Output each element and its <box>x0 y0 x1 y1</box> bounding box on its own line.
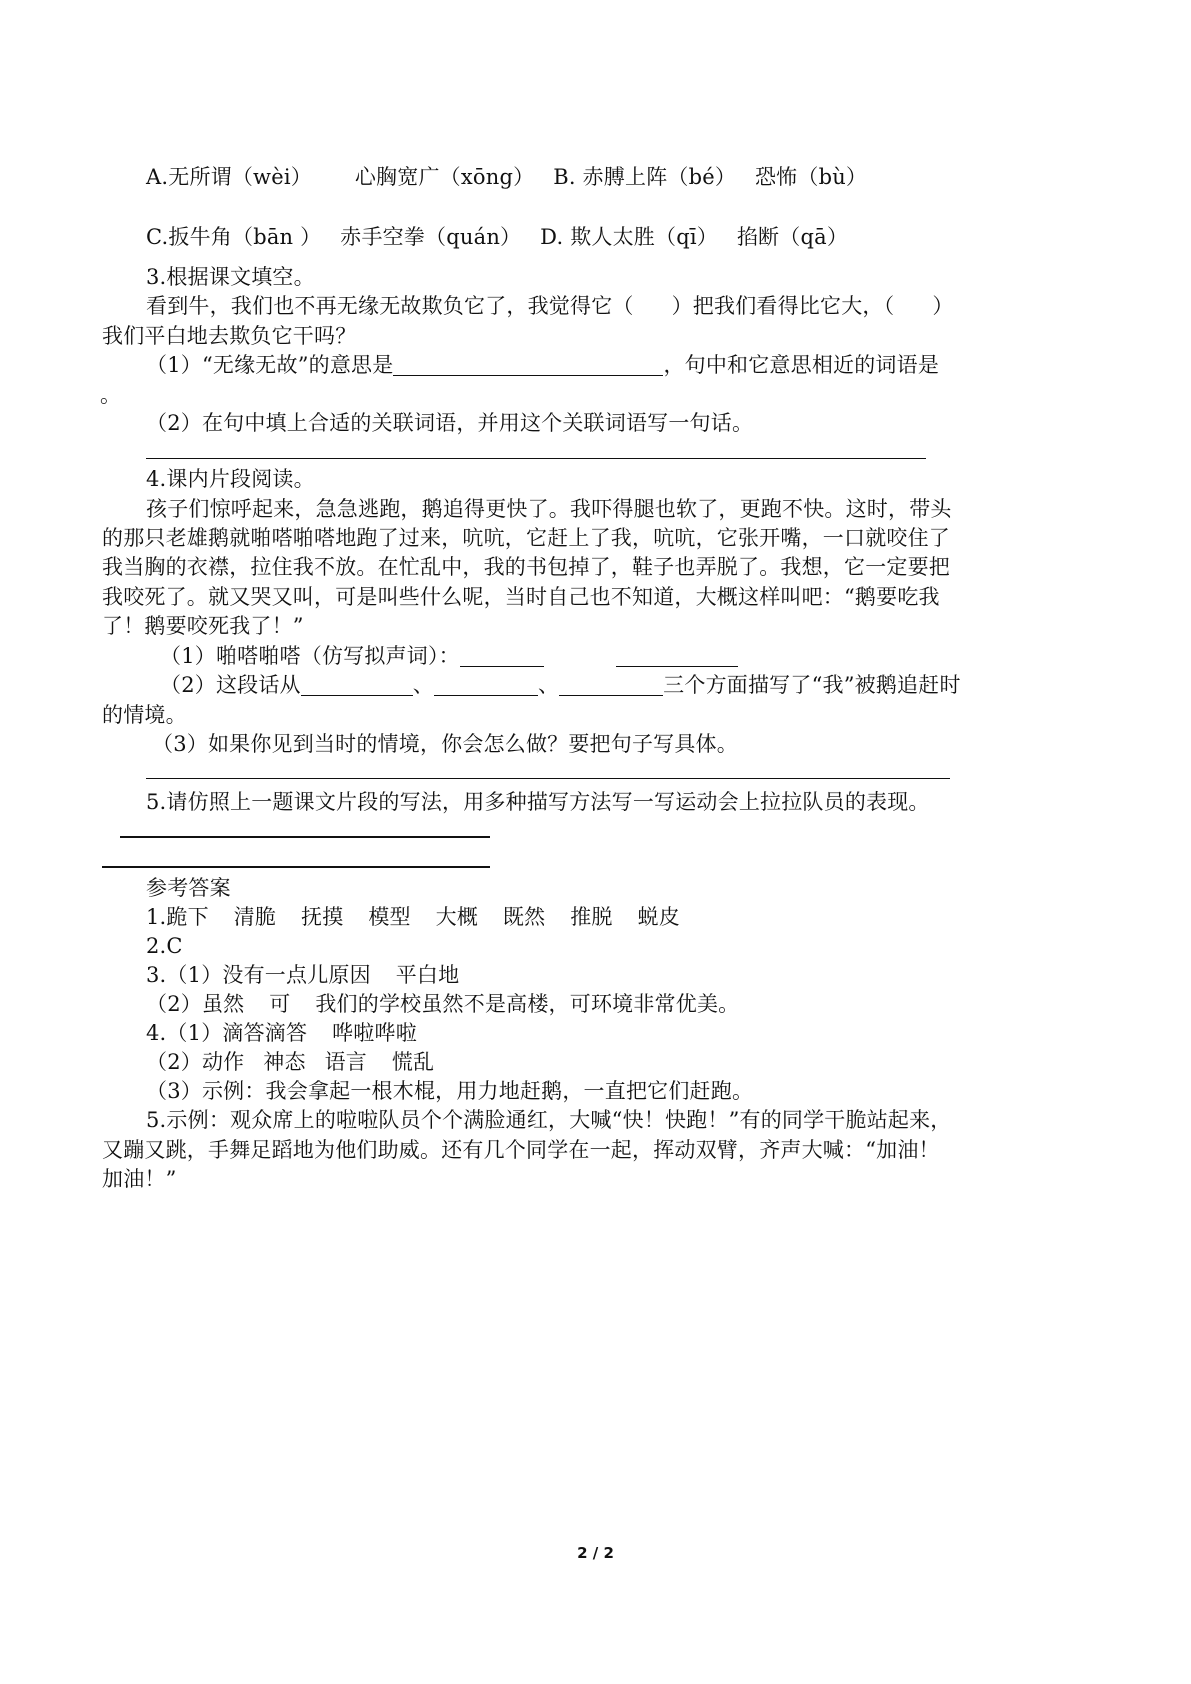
q4-sub2-end: 的情境。 <box>102 703 187 727</box>
option-d-1: D. 欺人太胜（qī） <box>540 225 718 249</box>
q3-sub1: （1）“无缘无故”的意思是 ，句中和它意思相近的词语是 <box>146 353 940 377</box>
option-c-1: C.扳牛角（bān ） <box>146 225 322 249</box>
q3-sub1-end: 。 <box>100 383 122 407</box>
option-b-2: 恐怖（bù） <box>754 165 868 189</box>
q5-title: 5.请仿照上一题课文片段的写法，用多种描写方法写一写运动会上拉拉队员的表现。 <box>146 790 930 814</box>
answer-5-line: 加油！” <box>102 1167 177 1191</box>
q4-sub2: （2）这段话从 、 、 三个方面描写了“我”被鹅追赶时 <box>160 673 961 697</box>
page-number: 2 / 2 <box>577 1544 614 1562</box>
answer-line[interactable] <box>102 866 490 868</box>
answer-5-line: 又蹦又跳，手舞足蹈地为他们助威。还有几个同学在一起，挥动双臂，齐声大喊：“加油！ <box>102 1138 940 1162</box>
answer-4-1: 4.（1）滴答滴答 哗啦哗啦 <box>146 1021 417 1045</box>
answer-1: 1.跪下 清脆 抚摸 模型 大概 既然 推脱 蜕皮 <box>146 905 680 929</box>
q4-passage-line: 孩子们惊呼起来，急急逃跑，鹅追得更快了。我吓得腿也软了，更跑不快。这时，带头 <box>146 497 952 521</box>
option-row-ab <box>146 162 867 192</box>
answer-blank[interactable] <box>301 673 413 696</box>
answer-line[interactable] <box>146 458 926 459</box>
option-d-2: 掐断（qā） <box>736 225 849 249</box>
option-c-2: 赤手空拳（quán） <box>340 225 522 249</box>
answer-4-3: （3）示例：我会拿起一根木棍，用力地赶鹅，一直把它们赶跑。 <box>146 1079 754 1103</box>
q3-passage-line-2: 我们平白地去欺负它干吗？ <box>102 324 357 348</box>
option-row-cd <box>146 222 848 252</box>
q3-passage-line-1: 看到牛，我们也不再无缘无故欺负它了，我觉得它（ ）把我们看得比它大，（ ） <box>146 294 954 318</box>
q4-passage-line: 我咬死了。就又哭又叫，可是叫些什么呢，当时自己也不知道，大概这样叫吧：“鹅要吃我 <box>102 585 940 609</box>
option-a-1: A.无所谓（wèi） <box>146 165 312 189</box>
q3-title: 3.根据课文填空。 <box>146 265 315 289</box>
answers-heading: 参考答案 <box>146 876 231 900</box>
answer-line[interactable] <box>120 836 490 838</box>
answer-3-1: 3.（1）没有一点儿原因 平白地 <box>146 963 460 987</box>
q4-passage-line: 我当胸的衣襟，拉住我不放。在忙乱中，我的书包掉了，鞋子也弄脱了。我想，它一定要把 <box>102 555 950 579</box>
answer-5-line: 5.示例：观众席上的啦啦队员个个满脸通红，大喊“快！快跑！”有的同学干脆站起来， <box>146 1108 952 1132</box>
answer-blank[interactable] <box>559 673 663 696</box>
option-a-2: 心胸宽广（xōng） <box>354 165 535 189</box>
q4-passage-line: 的那只老雄鹅就啪嗒啪嗒地跑了过来，吭吭，它赶上了我，吭吭，它张开嘴，一口就咬住了 <box>102 526 950 550</box>
answer-blank[interactable] <box>616 644 738 667</box>
q4-sub3: （3）如果你见到当时的情境，你会怎么做？要把句子写具体。 <box>152 732 738 756</box>
answer-blank[interactable] <box>460 644 544 667</box>
q4-title: 4.课内片段阅读。 <box>146 467 315 491</box>
answer-line[interactable] <box>146 778 950 779</box>
answer-blank[interactable] <box>434 673 538 696</box>
answer-2: 2.C <box>146 934 183 958</box>
q4-passage-line: 了！鹅要咬死我了！” <box>102 614 304 638</box>
option-b-1: B. 赤膊上阵（bé） <box>553 165 737 189</box>
answer-4-2: （2）动作 神态 语言 慌乱 <box>146 1050 435 1074</box>
answer-blank[interactable] <box>393 353 663 376</box>
answer-3-2: （2）虽然 可 我们的学校虽然不是高楼，可环境非常优美。 <box>146 992 740 1016</box>
q4-sub1: （1）啪嗒啪嗒（仿写拟声词）： <box>160 641 738 671</box>
q3-sub2: （2）在句中填上合适的关联词语，并用这个关联词语写一句话。 <box>146 411 754 435</box>
